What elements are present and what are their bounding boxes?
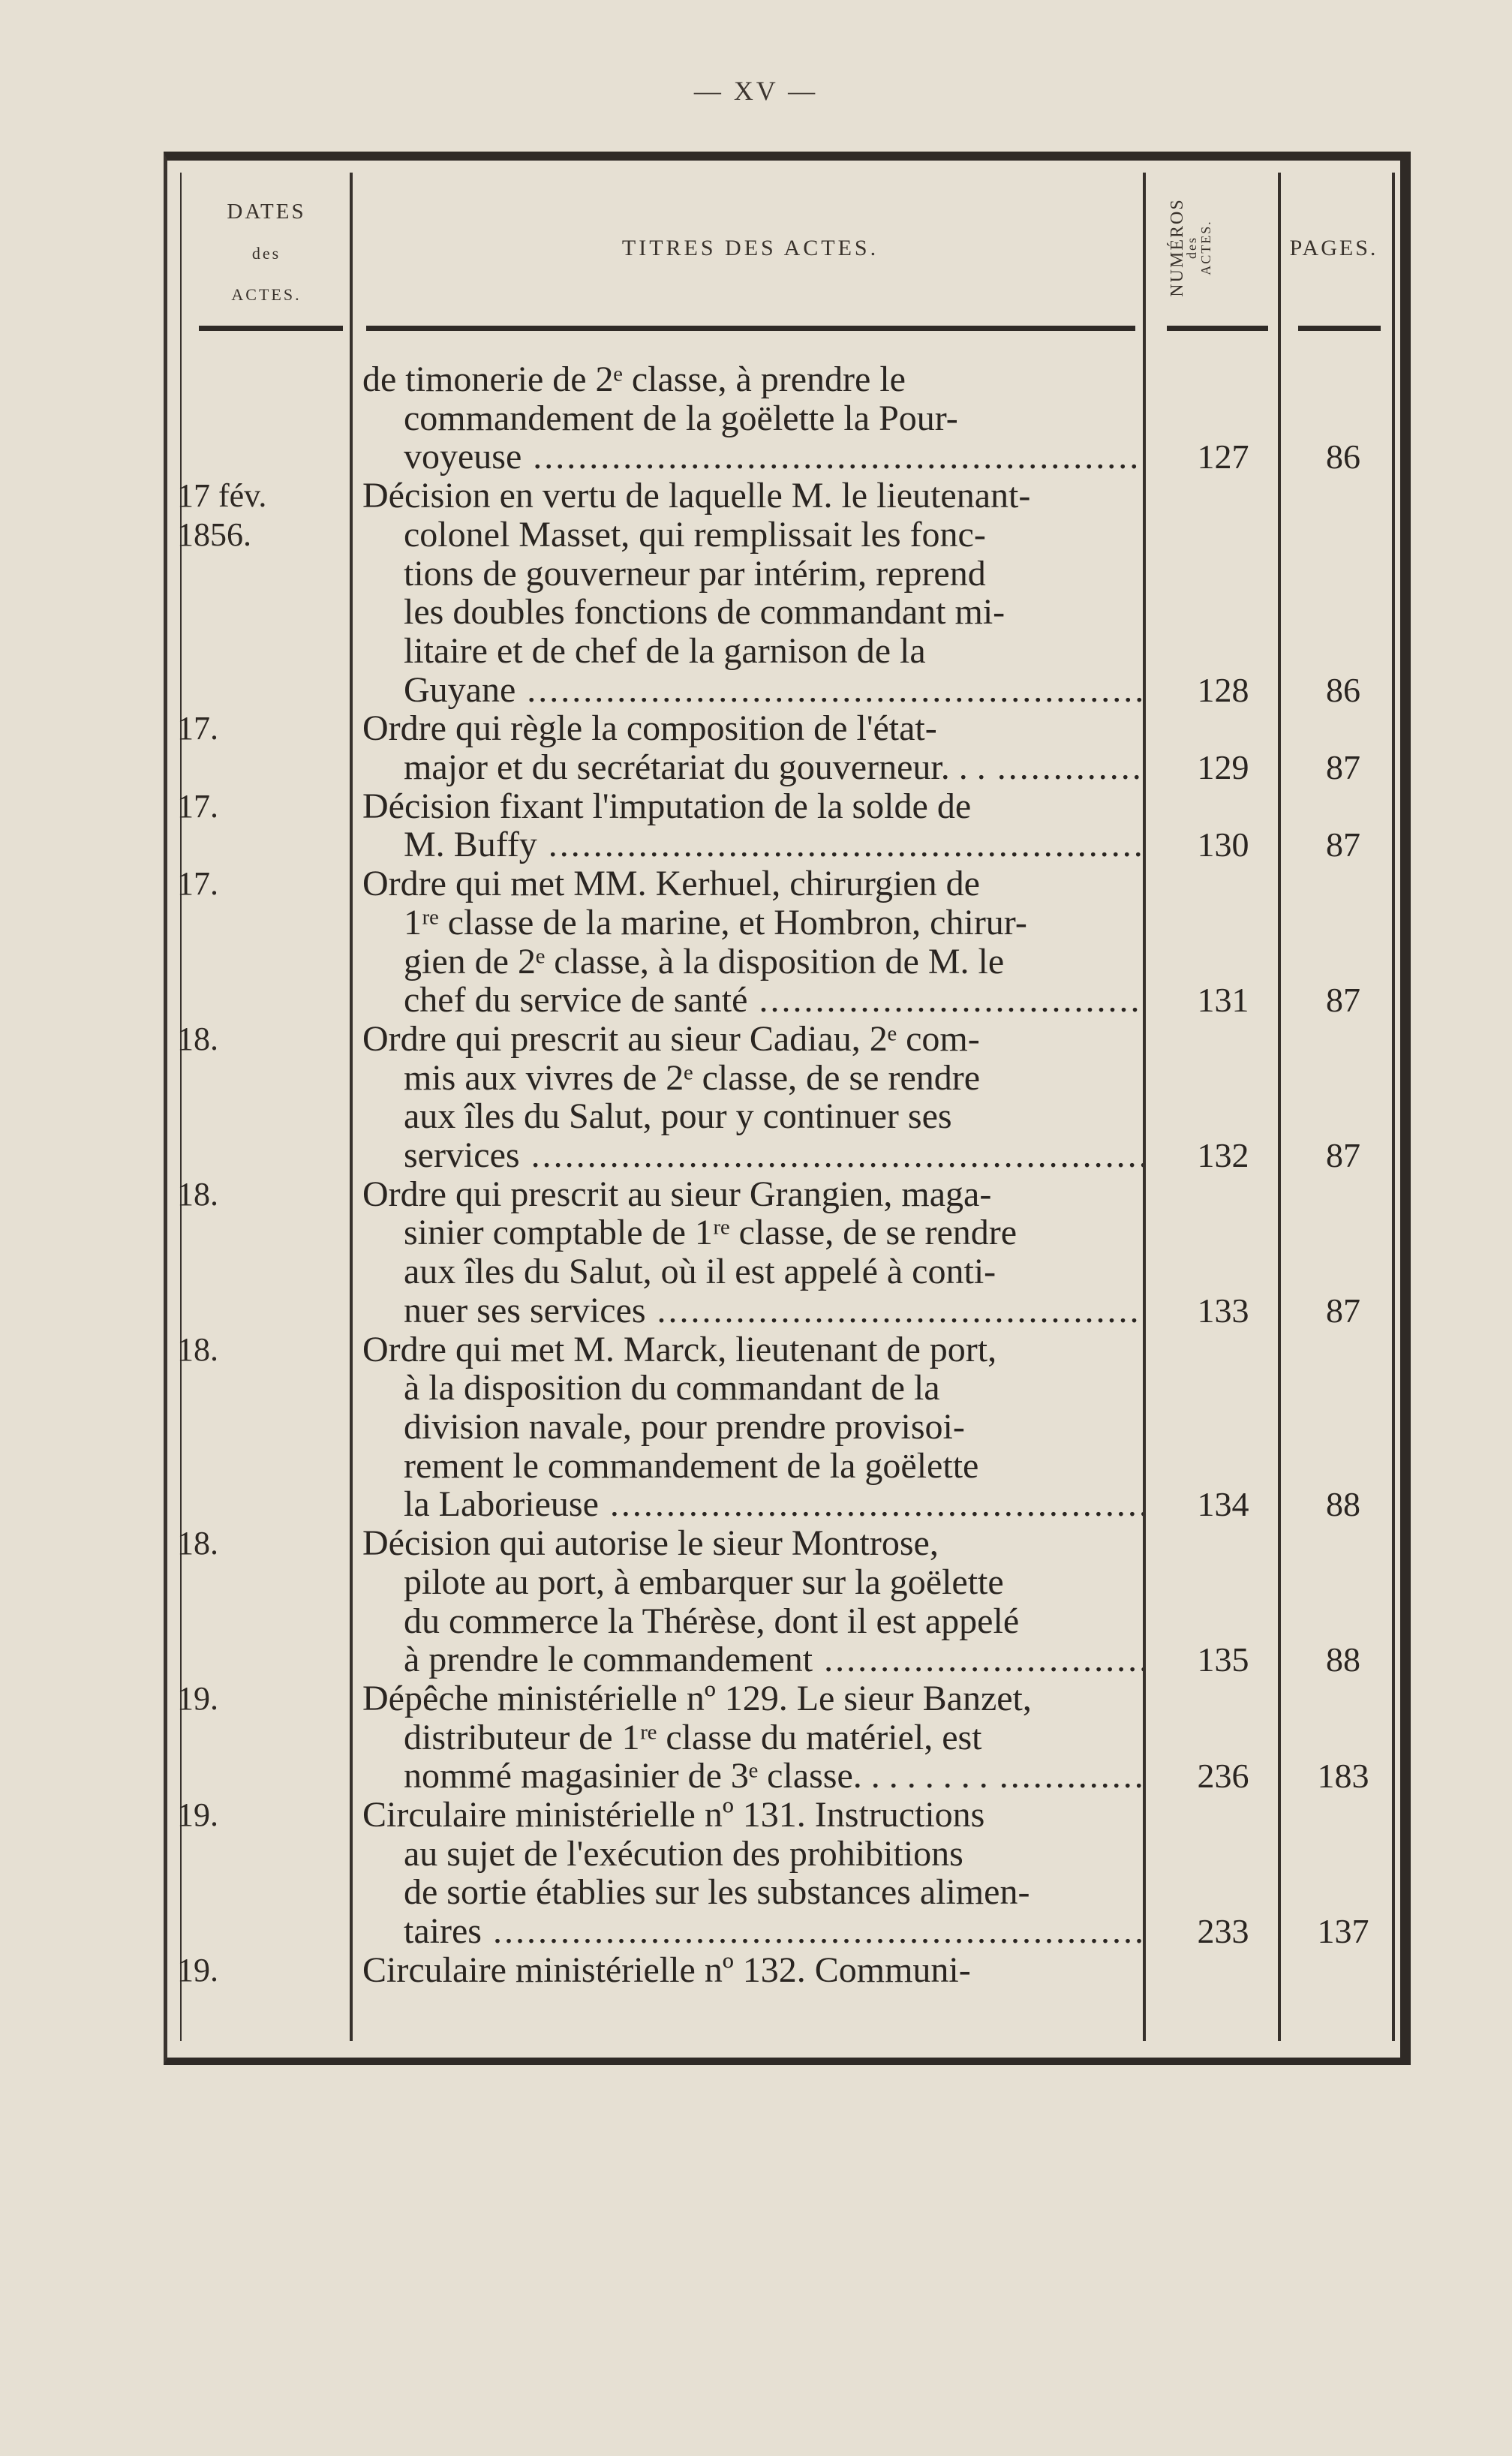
entry-title-line: major et du secrétariat du gouverneur. . . ..... [362,748,1143,787]
entry-date: 17. [177,787,218,825]
entry-title-line: division navale, pour prendre provisoi- [404,1407,965,1447]
entry-title-line: aux îles du Salut, où il est appelé à conti- [404,1252,996,1291]
header-dates [188,191,345,315]
entry-act-number: 236 [1197,1757,1249,1796]
entry-title-line: 1ʳᵉ classe de la marine, et Hombron, chirur- [404,903,1027,942]
entry-title-line: à prendre le commandement ..... [362,1640,1143,1679]
entry-act-number: 128 [1197,670,1249,709]
entry-page-number: 87 [1326,1291,1360,1330]
entry-act-number: 132 [1197,1136,1249,1175]
entry-title-line: nuer ses services ..... [362,1291,1143,1330]
entry-title-line: au sujet de l'exécution des prohibitions [404,1834,963,1874]
entry-title [362,864,1143,1020]
entry-act-number: 233 [1197,1912,1249,1951]
entry-date: 17 fév. 1856. [177,477,267,553]
entry-act-number: 131 [1197,981,1249,1020]
entry-title-line: pilote au port, à embarquer sur la goëlette [404,1562,1004,1602]
entry-title-line: tions de gouverneur par intérim, reprend [404,554,986,594]
entry-title [362,1524,1143,1679]
entry-date: 17. [177,865,218,903]
entry-title [362,1951,1143,1990]
entry-title-line: Ordre qui règle la composition de l'état- [362,709,937,749]
entry-date: 18. [177,1020,218,1057]
entry-page-number: 87 [1326,748,1360,787]
table-row [0,864,1512,1020]
entry-date: 18. [177,1175,218,1213]
header-rule-dates [199,326,343,331]
entry-title-line: gien de 2ᵉ classe, à la disposition de M. le [404,942,1005,981]
header-titles: TITRES DES ACTES. [621,236,879,260]
header-numbers-line1: NUMÉROS [1168,198,1187,297]
table-row [0,1796,1512,1951]
header-rule-numbers [1167,326,1268,331]
entry-title-line: chef du service de santé ..... [362,981,1143,1020]
entry-date: 19. [177,1679,218,1717]
entry-title [362,787,1143,864]
table-row [0,360,1512,476]
entry-title-line: sinier comptable de 1ʳᵉ classe, de se rendre [404,1213,1018,1253]
header-numbers-line2: des [1184,236,1199,259]
table-row [0,787,1512,864]
entry-title [362,1175,1143,1330]
entry-title-line: mis aux vivres de 2ᵉ classe, de se rendre [404,1058,981,1098]
entry-date: 18. [177,1330,218,1368]
entry-title-line: Circulaire ministérielle nº 131. Instructions [362,1796,985,1835]
entry-act-number: 134 [1197,1485,1249,1524]
entry-date: 18. [177,1525,218,1562]
entry-title-line: aux îles du Salut, pour y continuer ses [404,1097,952,1137]
entry-title-line: M. Buffy ..... [362,825,1143,864]
entry-title-line: Guyane ..... [362,671,1143,710]
entry-title-line: de timonerie de 2ᵉ classe, à prendre le [362,360,906,399]
entry-title-line: à la disposition du commandant de la [404,1369,940,1408]
entry-page-number: 86 [1326,437,1360,476]
entry-date: 19. [177,1951,218,1989]
entry-page-number: 87 [1326,825,1360,864]
entry-page-number: 137 [1317,1912,1369,1951]
entry-act-number: 133 [1197,1291,1249,1330]
entry-title [362,1330,1143,1525]
entry-title [362,709,1143,786]
entry-page-number: 88 [1326,1640,1360,1679]
header-dates-line1: DATES [227,200,306,224]
entry-title [362,360,1143,476]
entry-title [362,1020,1143,1175]
entries-list [0,360,1512,1990]
entry-act-number: 127 [1197,437,1249,476]
entry-title-line: Circulaire ministérielle nº 132. Communi- [362,1950,971,1990]
header-dates-line2: des [251,244,281,263]
entry-page-number: 183 [1317,1757,1369,1796]
entry-title-line: litaire et de chef de la garnison de la [404,631,926,671]
entry-title-line: Dépêche ministérielle nº 129. Le sieur Banzet, [362,1679,1032,1718]
entry-page-number: 87 [1326,981,1360,1020]
entry-act-number: 129 [1197,748,1249,787]
entry-page-number: 87 [1326,1136,1360,1175]
entry-title-line: Ordre qui prescrit au sieur Grangien, maga- [362,1174,992,1214]
entry-page-number: 88 [1326,1485,1360,1524]
table-row [0,709,1512,786]
header-numbers [1168,180,1214,315]
entry-title-line: distributeur de 1ʳᵉ classe du matériel, est [404,1718,982,1757]
entry-title-line: colonel Masset, qui remplissait les fonc- [404,515,986,555]
entry-title [362,1796,1143,1951]
entry-title [362,476,1143,709]
entry-page-number: 86 [1326,670,1360,709]
entry-date: 19. [177,1796,218,1834]
entry-title-line: Décision en vertu de laquelle M. le lieutenant- [362,476,1031,516]
entry-title-line: voyeuse ..... [362,437,1143,476]
header-dates-line3: ACTES. [231,285,302,304]
header-pages: PAGES. [1289,236,1378,260]
entry-title-line: commandement de la goëlette la Pour- [404,398,958,438]
entry-act-number: 135 [1197,1640,1249,1679]
entry-title-line: la Laborieuse ..... [362,1485,1143,1524]
entry-title-line: services ..... [362,1136,1143,1175]
table-row [0,1175,1512,1330]
entry-title-line: Décision fixant l'imputation de la solde de [362,786,972,826]
entry-title-line: du commerce la Thérèse, dont il est appelé [404,1601,1020,1641]
table-row [0,1679,1512,1796]
entry-title-line: Décision qui autorise le sieur Montrose, [362,1524,939,1563]
entry-date: 17. [177,710,218,747]
entry-title-line: nommé magasinier de 3ᵉ classe. . . . . . . . ..... [362,1757,1143,1796]
entry-title-line: Ordre qui met MM. Kerhuel, chirurgien de [362,864,980,903]
table-row [0,1951,1512,1990]
entry-title-line: Ordre qui prescrit au sieur Cadiau, 2ᵉ com- [362,1019,980,1059]
entry-title [362,1679,1143,1796]
entry-title-line: rement le commandement de la goëlette [404,1446,979,1486]
header-numbers-line3: ACTES. [1198,220,1213,275]
table-row [0,476,1512,709]
entry-title-line: de sortie établies sur les substances alimen- [404,1873,1030,1913]
table-row [0,1524,1512,1679]
page-folio: — XV — [693,76,819,106]
header-rule-titles [366,326,1135,331]
table-row [0,1020,1512,1175]
header-rule-pages [1298,326,1381,331]
entry-title-line: les doubles fonctions de commandant mi- [404,593,1005,632]
entry-title-line: taires ..... [362,1912,1143,1951]
entry-act-number: 130 [1197,825,1249,864]
table-row [0,1330,1512,1525]
entry-title-line: Ordre qui met M. Marck, lieutenant de port, [362,1330,997,1369]
